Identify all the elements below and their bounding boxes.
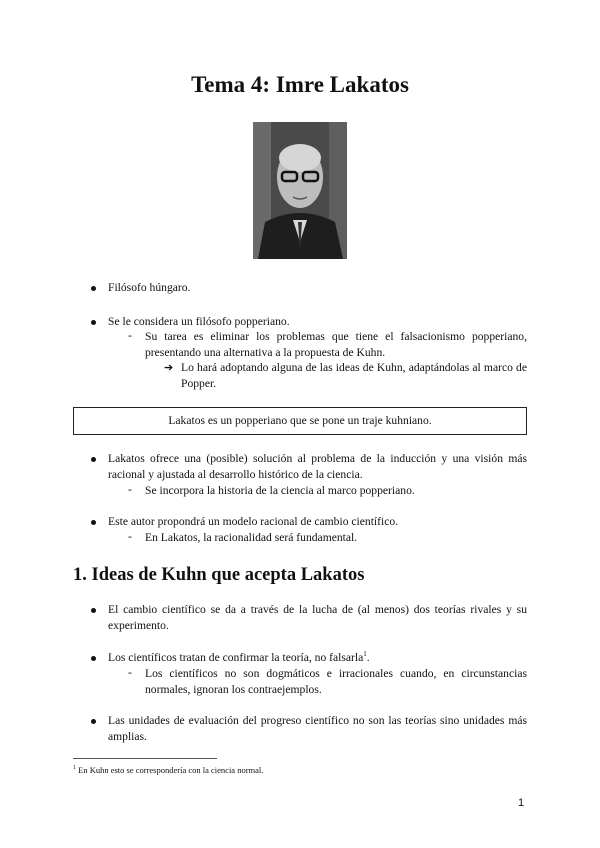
- footnote-text: En Kuhn esto se correspondería con la ciencia normal.: [78, 765, 264, 775]
- list-item: El cambio científico se da a través de la lucha de (al menos) dos teorías rivales y su experimento.: [108, 603, 527, 632]
- bullet-icon: [91, 286, 96, 291]
- arrow-list-item: Lo hará adoptando alguna de las ideas de Kuhn, adaptándolas al marco de Popper.: [181, 361, 527, 390]
- list-item: Lakatos ofrece una (posible) solución al problema de la inducción y una visión más racional y ajustada al desarrollo histórico de la ciencia.: [108, 452, 527, 481]
- sub-list-item: Su tarea es eliminar los problemas que tiene el falsacionismo popperiano, presentando una alternativa a la propuesta de Kuhn.: [145, 330, 527, 359]
- dash-icon: -: [128, 329, 132, 342]
- footnote-divider: [73, 758, 217, 759]
- bullet-icon: [91, 656, 96, 661]
- bullet-icon: [91, 608, 96, 613]
- dash-icon: -: [128, 530, 132, 543]
- bullet-icon: [91, 520, 96, 525]
- boxed-quote: Lakatos es un popperiano que se pone un traje kuhniano.: [73, 407, 527, 435]
- list-item: Filósofo húngaro.: [108, 281, 191, 294]
- sub-list-item: Se incorpora la historia de la ciencia al marco popperiano.: [145, 484, 415, 497]
- portrait-photo: [253, 122, 347, 259]
- list-item-end: .: [366, 651, 370, 664]
- dash-icon: -: [128, 666, 132, 679]
- list-item: Este autor propondrá un modelo racional de cambio científico.: [108, 515, 399, 528]
- bullet-icon: [91, 719, 96, 724]
- dash-icon: -: [128, 483, 132, 496]
- footnote-number: 1: [73, 765, 76, 772]
- bullet-icon: [91, 320, 96, 325]
- footnote: [73, 765, 263, 775]
- bullet-icon: [91, 457, 96, 462]
- page-number: 1: [518, 797, 525, 809]
- list-item: [108, 650, 527, 666]
- section-heading: 1. Ideas de Kuhn que acepta Lakatos: [73, 565, 365, 585]
- footnote-ref[interactable]: 1: [363, 650, 367, 659]
- sub-list-item: En Lakatos, la racionalidad será fundamental.: [145, 531, 358, 544]
- list-item-text: Los científicos tratan de confirmar la teoría, no falsarla: [108, 651, 364, 664]
- arrow-right-icon: ➔: [164, 362, 174, 374]
- list-item: Se le considera un filósofo popperiano.: [108, 315, 290, 328]
- page-title: Tema 4: Imre Lakatos: [191, 72, 409, 97]
- sub-list-item: Los científicos no son dogmáticos e irracionales cuando, en circunstancias normales, ignoran los contraejemplos.: [145, 667, 527, 696]
- list-item: Las unidades de evaluación del progreso científico no son las teorías sino unidades más amplias.: [108, 714, 527, 743]
